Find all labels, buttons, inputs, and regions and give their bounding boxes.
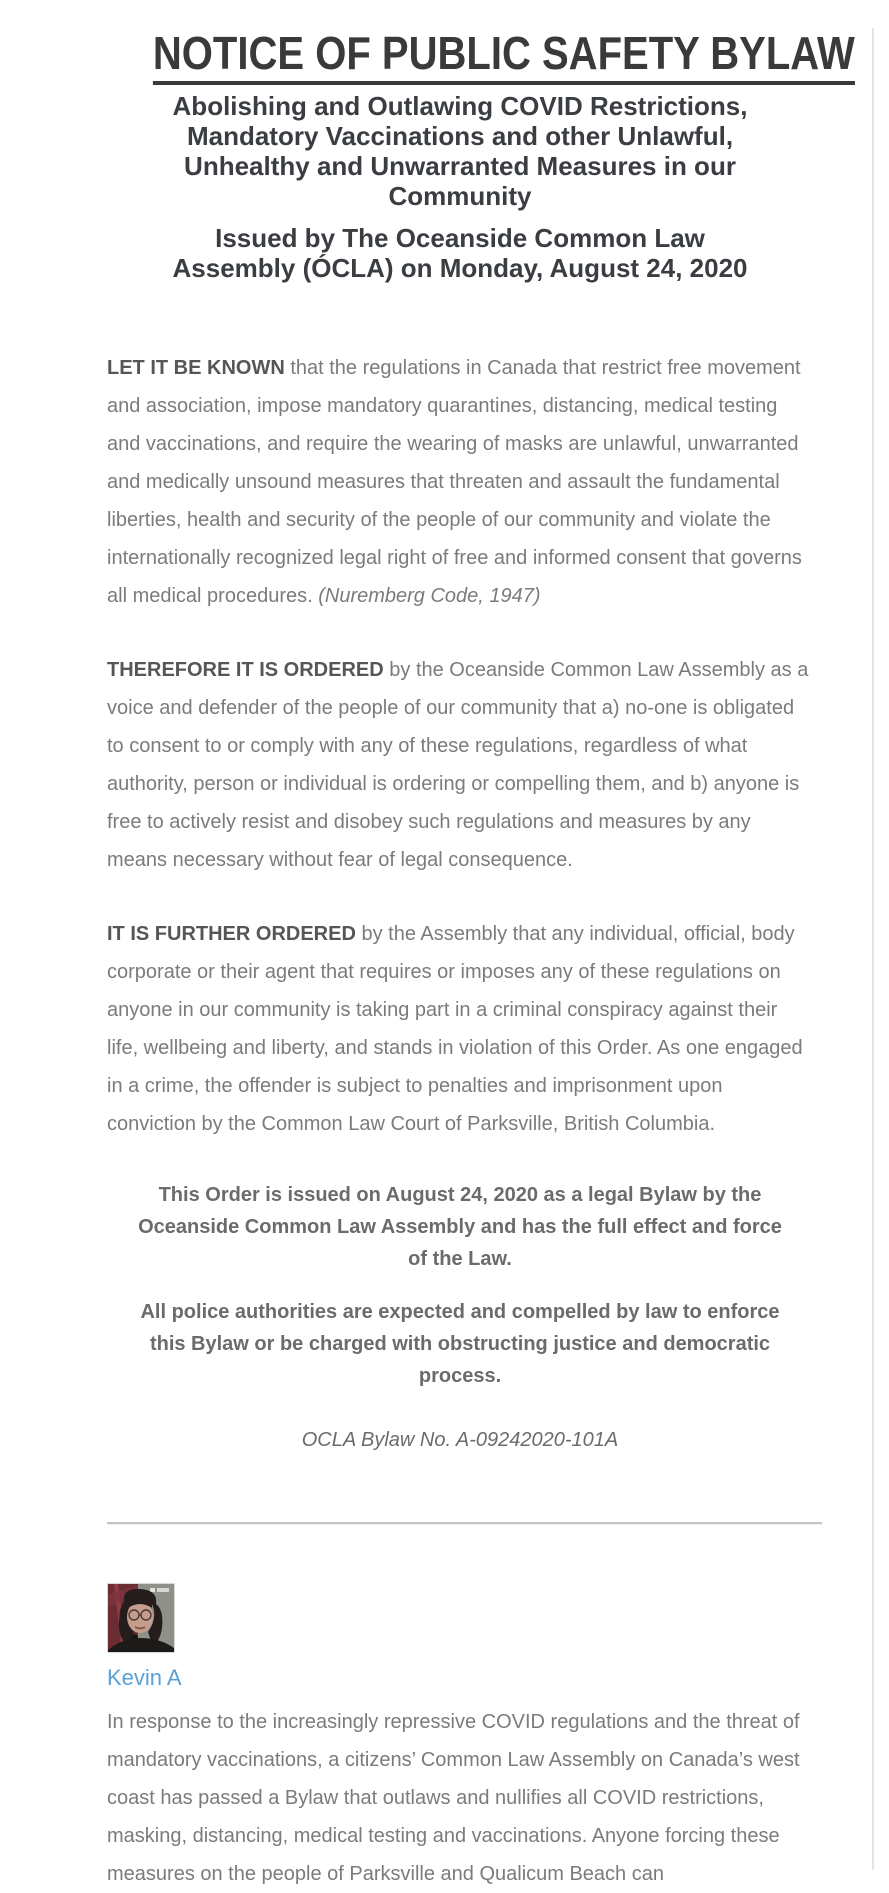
nuremberg-citation: (Nuremberg Code, 1947) [318, 584, 541, 607]
paragraph-text: by the Oceanside Common Law Assembly as a voice and defender of the people of our community that a) no-one is obligated to consent to or comply with any of these regulations, regardless of what authority, person or individual is ordering or compelling them, and b) anyone is free to actively resist and disobey such regulations and measures by any means necessary without fear of legal consequence. [107, 658, 809, 871]
police-statement: All police authorities are expected and compelled by law to enforce this Bylaw or be charged with obstructing justice and democratic process. [140, 1300, 780, 1387]
page-title-text: NOTICE OF PUBLIC SAFETY BYLAW [153, 27, 855, 85]
author-bio: In response to the increasingly repressive COVID regulations and the threat of mandatory vaccinations, a citizens’ Common Law Assembly on Canada’s west coast has passed a Bylaw that outlaws and nullifies all COVID restrictions, masking, distancing, medical testing and vaccinations. Anyone forcing these measures on the people of Parksville and Qualicum Beach can [107, 1710, 800, 1885]
author-section [107, 1583, 813, 1893]
author-photo [108, 1584, 174, 1652]
notice-body [107, 349, 813, 1456]
paragraph-let-it-be-known [107, 349, 813, 615]
issued-heading [107, 223, 813, 283]
content-right-border [872, 28, 874, 1870]
author-avatar-link[interactable] [107, 1583, 175, 1653]
paragraph-text: by the Assembly that any individual, official, body corporate or their agent that requires or imposes any of these regulations on anyone in our community is taking part in a criminal conspiracy against their life, wellbeing and liberty, and stands in violation of this Order. As one engaged in a crime, the offender is subject to penalties and imprisonment upon conviction by the Common Law Court of Parksville, British Columbia. [107, 922, 803, 1135]
bylaw-number: OCLA Bylaw No. A-09242020-101A [301, 1428, 619, 1451]
subtitle-line: Community [388, 180, 532, 211]
subtitle-line: Abolishing and Outlawing COVID Restrictions, [172, 90, 748, 121]
subtitle-line: Mandatory Vaccinations and other Unlawful, [186, 120, 734, 151]
page-title [152, 27, 855, 79]
paragraph-further-ordered [107, 915, 813, 1143]
order-statement: This Order is issued on August 24, 2020 as a legal Bylaw by the Oceanside Common Law Assembly and has the full effect and force of the Law. [138, 1183, 782, 1270]
section-divider [107, 1522, 822, 1524]
paragraph-lead: IT IS FURTHER ORDERED [107, 922, 356, 945]
subtitle-line: Unhealthy and Unwarranted Measures in our [184, 150, 736, 181]
issued-line: Issued by The Oceanside Common Law [215, 222, 705, 253]
author-name-link[interactable]: Kevin A [107, 1664, 182, 1690]
article-content [107, 27, 855, 1893]
paragraph-text: that the regulations in Canada that restrict free movement and association, impose mandatory quarantines, distancing, medical testing and vaccinations, and require the wearing of masks are unlawful, unwarranted and medically unsound measures that threaten and assault the fundamental liberties, health and security of the people of our community and violate the internationally recognized legal right of free and informed consent that governs all medical procedures. [107, 356, 802, 607]
subtitle-heading [107, 91, 813, 211]
paragraph-lead: THEREFORE IT IS ORDERED [107, 658, 384, 681]
paragraph-therefore-ordered [107, 651, 813, 879]
paragraph-lead: LET IT BE KNOWN [107, 356, 285, 379]
issued-line: Assembly (ÓCLA) on Monday, August 24, 2020 [172, 252, 748, 283]
